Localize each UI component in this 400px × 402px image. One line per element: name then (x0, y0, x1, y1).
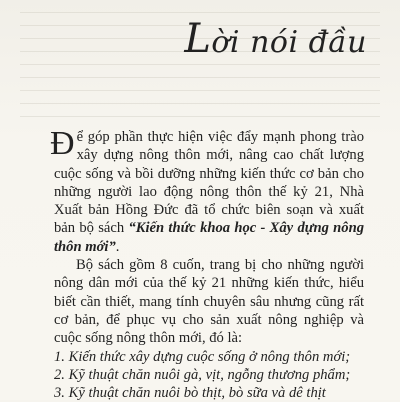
drop-cap: Đ (50, 125, 75, 162)
paragraph-intro (50, 125, 365, 256)
intro-text: ể góp phần thực hiện việc đẩy mạnh phong trào xây dựng nông thôn mới, nâng cao chất lượng cuộc sống và bồi dưỡng những kiến thức cơ bản cho những người lao động nông thôn thế kỷ 21, Nhà Xuất bản Hồng Đức đã tổ chức biên soạn và xuất bản bộ sách (54, 129, 364, 237)
paragraph-series: Bộ sách gồm 8 cuốn, trang bị cho những người nông dân mới của thế kỷ 21 những kiến thức, hiểu biết cần thiết, mang tính chuyên sâu nhưng cũng rất cơ bản, để phục vụ cho sản xuất nông nghiệp và cuộc sống nông thôn mới, đó là: (54, 257, 364, 347)
body-text (50, 125, 365, 402)
list-item: 3. Kỹ thuật chăn nuôi bò thịt, bò sữa và dê thịt (54, 385, 326, 402)
list-item: 1. Kiến thức xây dựng cuộc sống ở nông thôn mới; (54, 348, 351, 365)
title-rest: ời nói đầu (211, 25, 367, 60)
list-item: 2. Kỹ thuật chăn nuôi gà, vịt, ngỗng thương phẩm; (54, 366, 351, 383)
book-series-title: “Kiến thức khoa học - Xây dựng nông thôn mới” (54, 220, 365, 255)
intro-text-end: . (115, 238, 120, 255)
page-title (184, 16, 367, 62)
title-first-letter: L (184, 16, 212, 62)
